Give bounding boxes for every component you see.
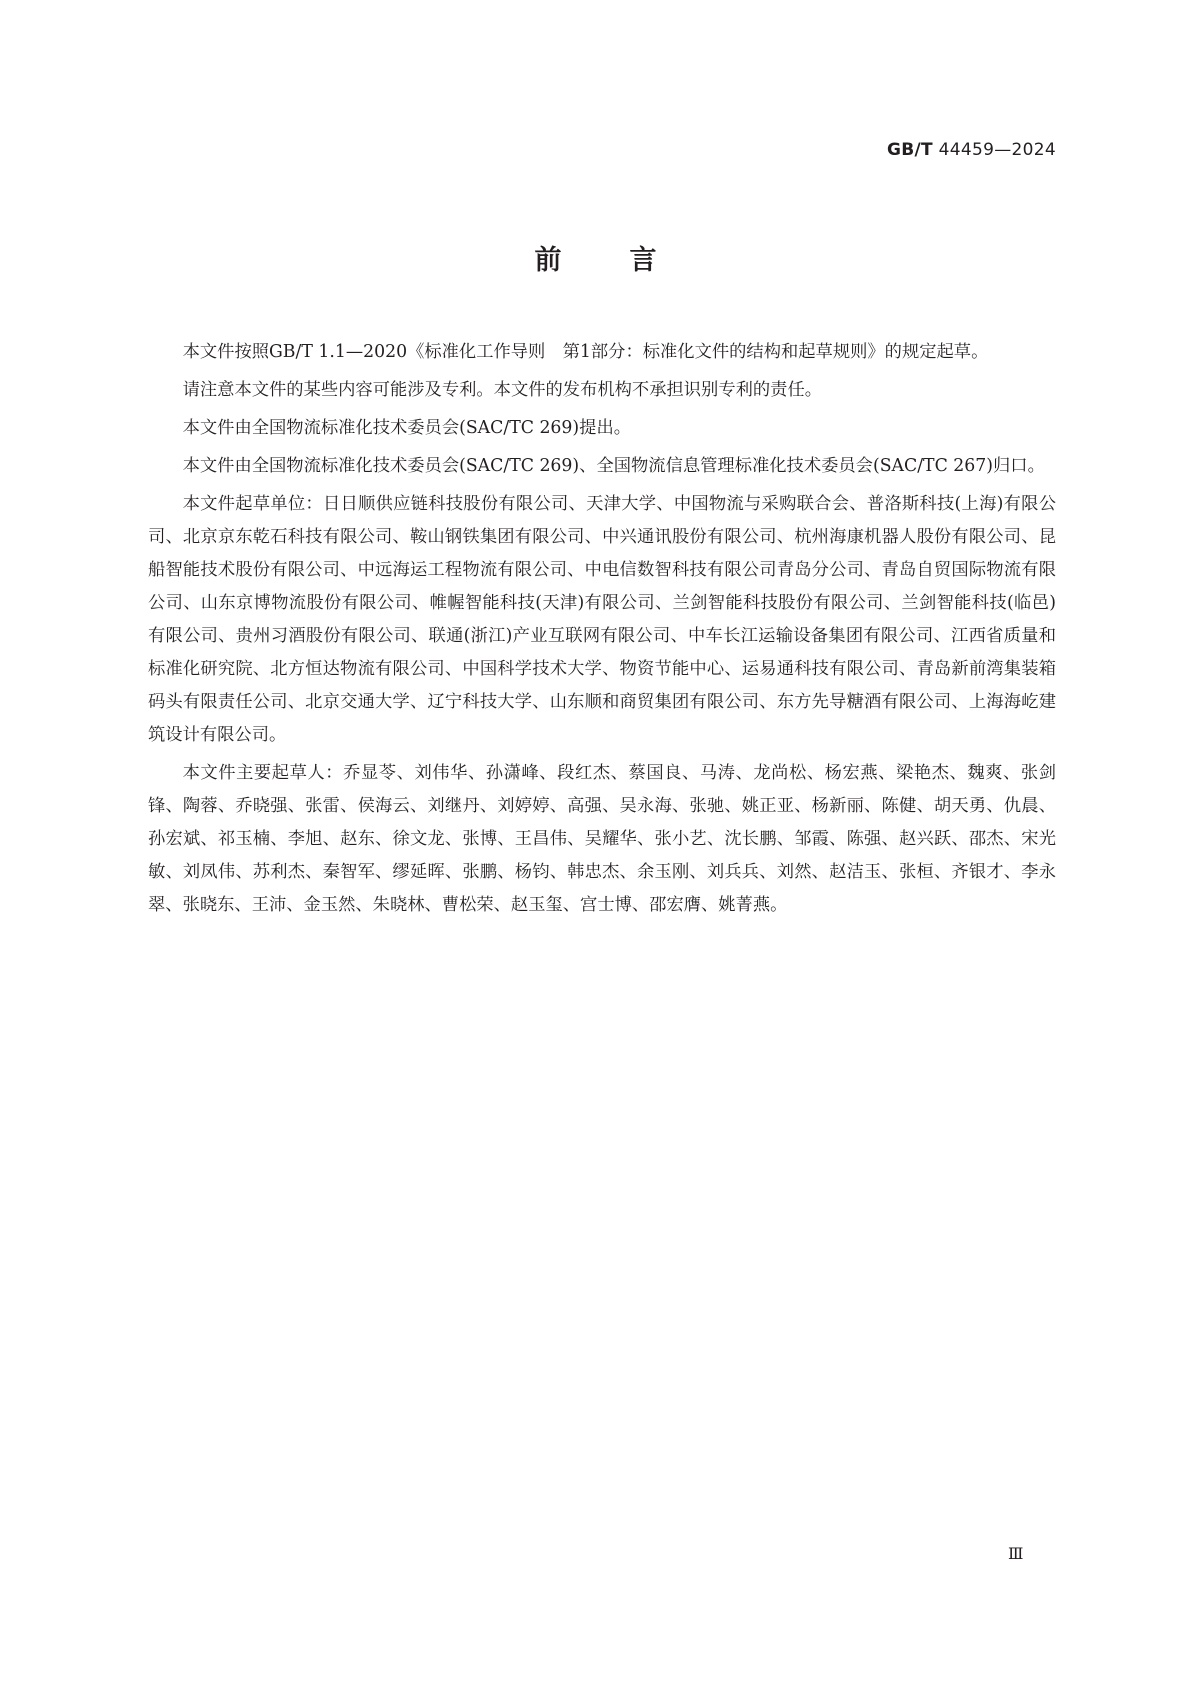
paragraph-drafting-rules: 本文件按照GB/T 1.1—2020《标准化工作导则 第1部分：标准化文件的结构和起草规则》的规定起草。 [182,342,989,362]
paragraph-main-drafters: 本文件主要起草人：乔显苓、刘伟华、孙潇峰、段红杰、蔡国良、马涛、龙尚松、杨宏燕、梁艳杰、魏爽、张剑锋、陶蓉、乔晓强、张雷、侯海云、刘继丹、刘婷婷、高强、吴永海、张驰、姚正亚、杨新丽、陈健、胡天勇、仇晨、孙宏斌、祁玉楠、李旭、赵东、徐文龙、张博、王昌伟、吴耀华、张小艺、沈长鹏、邹霞、陈强、赵兴跃、邵杰、宋光敏、刘凤伟、苏利杰、秦智军、缪延晖、张鹏、杨钧、韩忠杰、余玉刚、刘兵兵、刘然、赵洁玉、张桓、齐银才、李永翠、张晓东、王沛、金玉然、朱晓林、曹松荣、赵玉玺、宫士博、邵宏膺、姚菁燕。 [148,763,1056,915]
paragraph-drafting-organizations: 本文件起草单位：日日顺供应链科技股份有限公司、天津大学、中国物流与采购联合会、普洛斯科技(上海)有限公司、北京京东乾石科技有限公司、鞍山钢铁集团有限公司、中兴通讯股份有限公司、杭州海康机器人股份有限公司、昆船智能技术股份有限公司、中远海运工程物流有限公司、中电信数智科技有限公司青岛分公司、青岛自贸国际物流有限公司、山东京博物流股份有限公司、帷幄智能科技(天津)有限公司、兰剑智能科技股份有限公司、兰剑智能科技(临邑)有限公司、贵州习酒股份有限公司、联通(浙江)产业互联网有限公司、中车长江运输设备集团有限公司、江西省质量和标准化研究院、北方恒达物流有限公司、中国科学技术大学、物资节能中心、运易通科技有限公司、青岛新前湾集装箱码头有限责任公司、北京交通大学、辽宁科技大学、山东顺和商贸集团有限公司、东方先导糖酒有限公司、上海海屹建筑设计有限公司。 [148,494,1056,745]
paragraph-patent-notice: 请注意本文件的某些内容可能涉及专利。本文件的发布机构不承担识别专利的责任。 [182,380,823,400]
standard-code [887,140,1056,160]
page-title: 前言 [534,245,725,276]
paragraph-proposed-by: 本文件由全国物流标准化技术委员会(SAC/TC 269)提出。 [182,418,632,438]
standard-prefix: GB/T [887,140,933,160]
foreword-body [148,336,1056,927]
paragraph-under-jurisdiction: 本文件由全国物流标准化技术委员会(SAC/TC 269)、全国物流信息管理标准化技术委员会(SAC/TC 267)归口。 [182,456,1045,476]
page-number: Ⅲ [1008,1544,1024,1563]
standard-number: 44459—2024 [938,140,1056,160]
